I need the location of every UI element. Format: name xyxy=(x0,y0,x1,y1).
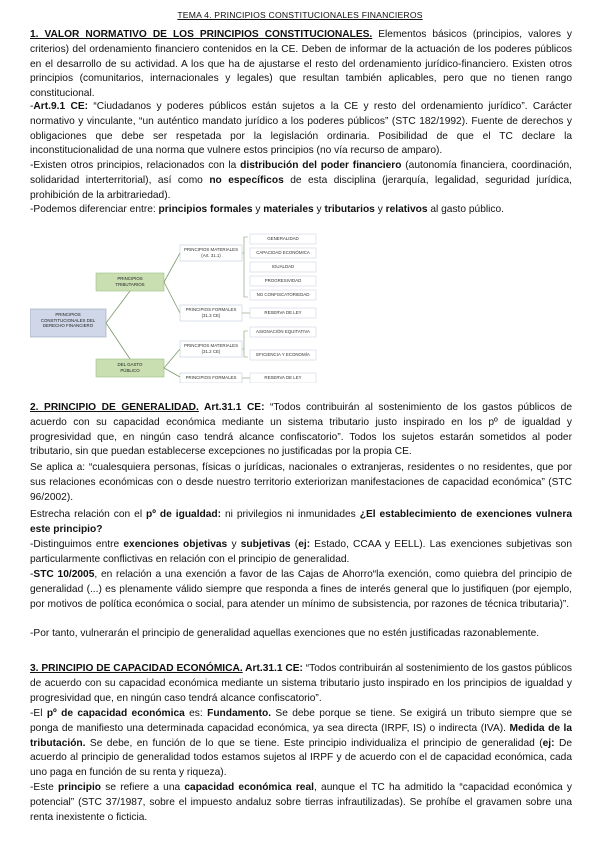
diagram-progresividad: PROGRESIVIDAD xyxy=(264,278,302,283)
section-3-intro: 3. PRINCIPIO DE CAPACIDAD ECONÓMICA. Art.31.1 CE: “Todos contribuirán al sostenimiento de los gastos públicos de acuerdo con su capacidad económica mediante un sistema tributario justo inspirado en los principios de igualdad y progresividad que, en ningún caso tendrá alcance confiscatorio”. xyxy=(30,663,573,704)
section-3-fundamento: -El pº de capacidad económica es: Fundamento. Se debe porque se tiene. Se exigirá un tributo siempre que se ponga de manifiesto una determinada capacidad económica, ya sea directa (IRPF, IS) o indirecta (IVA). Medida de la tributación. Se debe, en función de lo que se tiene. Este principio individualiza el principio de generalidad (ej: De acuerdo al principio de generalidad todos estamos sujetos al IRPF y de acuerdo con el de capacidad económica, cada uno paga en función de su renta y riqueza). xyxy=(30,708,573,779)
section-3-heading: 3. PRINCIPIO DE CAPACIDAD ECONÓMICA. xyxy=(30,663,243,674)
section-2-heading: 2. PRINCIPIO DE GENERALIDAD. xyxy=(30,402,199,413)
section-1-art91: -Art.9.1 CE: “Ciudadanos y poderes públicos están sujetos a la CE y resto del ordenamiento jurídico”. Carácter normativo y vinculante, “un auténtico mandato jurídico a los poderes públicos” (STC 182/1992). Fuente de derechos y obligaciones que debe ser respetada por la legislación ordinaria. Posibilidad de que el TC declare la inconstitucionalidad de una norma que vulnere estos principios (no vía recurso de amparo). xyxy=(30,101,572,157)
diagram-eficiencia: EFICIENCIA Y ECONOMÍA xyxy=(256,352,310,357)
section-2-igualdad: Estrecha relación con el pº de igualdad: ni privilegios ni inmunidades ¿El establecimiento de exenciones vulnera este principio? xyxy=(30,509,572,535)
diagram-reserva-trib: RESERVA DE LEY xyxy=(264,310,302,315)
diagram-gasto: DEL GASTO PÚBLICO xyxy=(117,362,143,373)
section-2-aplica: Se aplica a: “cualesquiera personas, físicas o jurídicas, nacionales o extranjeras, residentes o no residentes, que por sus relaciones económicas con o desde nuestro territorio exteriorizan manifestaciones de capacidad económica” (STC 96/2002). xyxy=(30,462,572,503)
diagram-no-confiscatoriedad: NO CONFISCATORIEDAD xyxy=(256,292,310,297)
section-2-intro: 2. PRINCIPIO DE GENERALIDAD. Art.31.1 CE: “Todos contribuirán al sostenimiento de los gastos públicos de acuerdo con su capacidad económica mediante un sistema tributario justo inspirado en los pº de igualdad y progresividad que, en ningún caso tendrá alcance confiscatorio”. Todos los sujetos estarán sometidos al poder tributario, sin que puedan establecerse excepciones no justificadas por la propia CE. xyxy=(30,402,572,458)
section-2-stc: -STC 10/2005, en relación a una exención a favor de las Cajas de Ahorro“la exención, como quiebra del principio de generalidad (...) es plenamente válido siempre que responda a fines de interés general que lo justifiquen (por ejemplo, por motivos de política económica o social, para atender un mínimo de subsistencia, por razones de técnica tributaria)”. xyxy=(30,569,573,610)
diagram-formales-trib: PRINCIPIOS FORMALES (31.3 CE) xyxy=(185,307,237,318)
diagram-reserva-gasto: RESERVA DE LEY xyxy=(264,375,302,380)
diagram-generalidad: GENERALIDAD xyxy=(267,236,299,241)
section-2-exenciones: -Distinguimos entre exenciones objetivas y subjetivas (ej: Estado, CCAA y EELL). Las exenciones subjetivas son particularmente conflictivas en relación con el principio de generalidad. xyxy=(30,539,572,565)
section-1-other-principles: -Existen otros principios, relacionados con la distribución del poder financiero (autonomía financiera, coordinación, solidaridad interterritorial), así como no específicos de esta disciplina (jerarquía, legalidad, seguridad jurídica, prohibición de la arbitrariedad). xyxy=(30,160,572,201)
section-3-real: -Este principio se refiere a una capacidad económica real, aunque el TC ha admitido la “capacidad económica y potencial” (STC 37/1987, sobre el impuesto andaluz sobre tierras infrautilizadas). Se prohíbe el gravamen sobre una renta inexistente o ficticia. xyxy=(30,782,573,823)
section-1-intro: 1. VALOR NORMATIVO DE LOS PRINCIPIOS CONSTITUCIONALES. Elementos básicos (principios, valores y criterios) del ordenamiento financiero contenidos en la CE. Deben de informar de la actuación de los poderes públicos en el desarrollo de su actividad. A los que ha de ajustarse el resto del ordenamiento jurídico-financiero. Existen otros principios (comunitarios, internacionales y legales) que resultan también aplicables, pero que no tienen rango constitucional. xyxy=(30,29,572,100)
diagram-capacidad: CAPACIDAD ECONÓMICA xyxy=(256,250,310,255)
section-2-conclusion: -Por tanto, vulnerarán el principio de generalidad aquellas exenciones que no estén justificadas razonablemente. xyxy=(30,628,540,639)
section-1-heading: 1. VALOR NORMATIVO DE LOS PRINCIPIOS CONSTITUCIONALES. xyxy=(30,29,373,40)
diagram-asignacion: ASIGNACIÓN EQUITATIVA xyxy=(256,329,310,334)
diagram-tributarios: PRINCIPIOS TRIBUTARIOS xyxy=(115,276,145,287)
diagram-formales-gasto: PRINCIPIOS FORMALES xyxy=(185,375,237,380)
diagram-materiales-trib: PRINCIPIOS MATERIALES (Art. 31.1) xyxy=(183,247,239,258)
diagram-root: PRINCIPIOS CONSTITUCIONALES DEL DERECHO FINANCIERO xyxy=(40,312,96,329)
principles-diagram xyxy=(30,231,572,383)
diagram-materiales-gasto: PRINCIPIOS MATERIALES (31.2 CE) xyxy=(183,343,239,354)
page-title: TEMA 4. PRINCIPIOS CONSTITUCIONALES FINANCIEROS xyxy=(177,10,423,20)
diagram-igualdad: IGUALDAD xyxy=(271,264,295,269)
section-1-differentiate: -Podemos diferenciar entre: principios formales y materiales y tributarios y relativos al gasto público. xyxy=(30,204,504,215)
